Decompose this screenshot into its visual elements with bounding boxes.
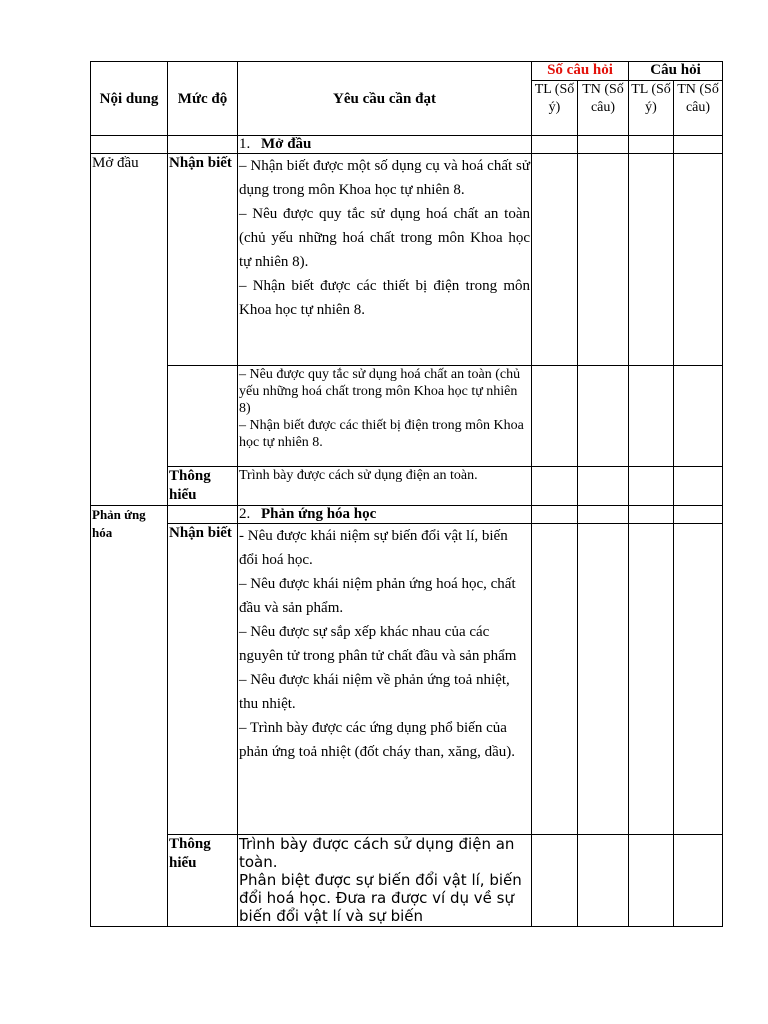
requirement-item: – Nêu được quy tắc sử dụng hoá chất an toàn (chủ yếu những hoá chất trong môn Khoa học tự nhiên 8): [239, 367, 521, 416]
requirement-recognize-1: [238, 154, 532, 366]
topic-phan-ung-hoa: Phản ứng hóa: [91, 506, 168, 927]
header-content: Nội dung: [91, 62, 168, 136]
blank-cell: [629, 366, 674, 467]
topic-mo-dau: Mở đầu: [91, 154, 168, 506]
blank-cell: [532, 136, 578, 154]
requirement-item: Trình bày được cách sử dụng điện an toàn.: [239, 835, 515, 871]
blank-cell: [532, 835, 578, 927]
requirement-understand-2: [238, 835, 532, 927]
blank-cell: [674, 366, 723, 467]
header-tn-count: TN (Số câu): [578, 81, 629, 136]
requirement-item: - Nêu được khái niệm sự biến đổi vật lí, biến đổi hoá học.: [239, 528, 508, 568]
blank-cell: [629, 467, 674, 506]
blank-cell: [532, 154, 578, 366]
blank-cell: [674, 154, 723, 366]
section-1-title: 1. Mở đầu: [238, 136, 532, 154]
blank-cell: [629, 154, 674, 366]
requirements-table: [90, 61, 723, 927]
requirement-item: – Trình bày được các ứng dụng phổ biến của phản ứng toả nhiệt (đốt cháy than, xăng, dầu).: [239, 720, 515, 760]
blank-cell: [532, 506, 578, 524]
blank-cell: [91, 136, 168, 154]
header-requirement: Yêu cầu cần đạt: [238, 62, 532, 136]
requirement-recognize-2: [238, 524, 532, 835]
blank-cell: [629, 136, 674, 154]
requirement-understand-1: Trình bày được cách sử dụng điện an toàn.: [238, 467, 532, 506]
level-recognize-1: Nhận biết: [168, 154, 238, 366]
blank-cell: [578, 506, 629, 524]
blank-cell: [629, 506, 674, 524]
blank-cell: [674, 136, 723, 154]
requirement-item: Phân biệt được sự biến đổi vật lí, biến đổi hoá học. Đưa ra được ví dụ về sự biến đổi vật lí và sự biến: [239, 871, 522, 925]
blank-cell: [578, 467, 629, 506]
requirement-item: – Nhận biết được các thiết bị điện trong môn Khoa học tự nhiên 8.: [239, 278, 530, 318]
blank-cell: [168, 136, 238, 154]
requirement-extra-1: [238, 366, 532, 467]
level-understand-2: Thông hiểu: [168, 835, 238, 927]
blank-cell: [629, 524, 674, 835]
header-tl-count: TL (Số ý): [532, 81, 578, 136]
requirement-item: – Nêu được khái niệm phản ứng hoá học, chất đầu và sản phẩm.: [239, 576, 516, 616]
blank-cell: [578, 835, 629, 927]
blank-cell: [578, 366, 629, 467]
level-understand-1: Thông hiểu: [168, 467, 238, 506]
section-2-title: 2. Phản ứng hóa học: [238, 506, 532, 524]
header-question-count: Số câu hỏi: [532, 62, 629, 81]
header-level: Mức độ: [168, 62, 238, 136]
blank-cell: [168, 506, 238, 524]
level-recognize-2: Nhận biết: [168, 524, 238, 835]
blank-cell: [674, 835, 723, 927]
blank-cell: [532, 366, 578, 467]
blank-cell: [578, 524, 629, 835]
header-question: Câu hỏi: [629, 62, 723, 81]
requirement-item: – Nhận biết được các thiết bị điện trong môn Khoa học tự nhiên 8.: [239, 418, 524, 450]
requirement-item: – Nêu được quy tắc sử dụng hoá chất an toàn (chủ yếu những hoá chất trong môn Khoa học tự nhiên 8).: [239, 206, 530, 270]
blank-cell: [578, 136, 629, 154]
blank-cell: [629, 835, 674, 927]
blank-cell: [532, 467, 578, 506]
blank-cell: [674, 506, 723, 524]
blank-cell: [578, 154, 629, 366]
requirement-item: – Nhận biết được một số dụng cụ và hoá chất sử dụng trong môn Khoa học tự nhiên 8.: [239, 158, 530, 198]
blank-cell: [674, 524, 723, 835]
requirement-item: – Nêu được sự sắp xếp khác nhau của các nguyên tử trong phân tử chất đầu và sản phẩm: [239, 624, 517, 664]
header-tl-question: TL (Số ý): [629, 81, 674, 136]
header-tn-question: TN (Số câu): [674, 81, 723, 136]
requirement-item: – Nêu được khái niệm về phản ứng toả nhiệt, thu nhiệt.: [239, 672, 510, 712]
blank-cell: [532, 524, 578, 835]
blank-cell: [674, 467, 723, 506]
blank-cell: [168, 366, 238, 467]
